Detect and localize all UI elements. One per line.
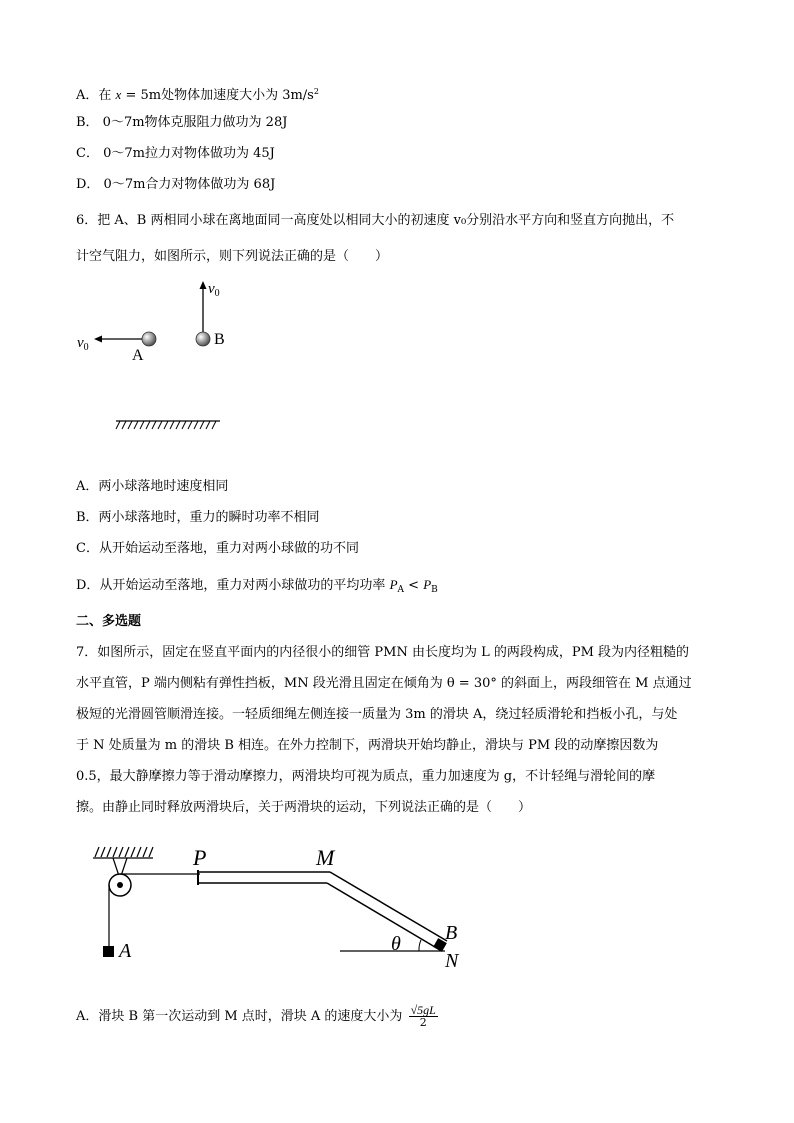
q6-ball-a xyxy=(142,332,156,346)
q7-option-a-text: A．滑块 B 第一次运动到 M 点时，滑块 A 的速度大小为 xyxy=(76,1009,407,1024)
q6-stem-line-1: 6．把 A、B 两相同小球在离地面同一高度处以相同大小的初速度 v₀分别沿水平方向和竖直方向抛出，不 xyxy=(76,213,675,228)
q5-option-a-prefix: A．在 xyxy=(76,88,116,103)
q7-stem-line-1: 7．如图所示，固定在竖直平面内的内径很小的细管 PMN 由长度均为 L 的两段构成，PM 段为内径粗糙的 xyxy=(76,645,690,660)
q7-stem-line-5: 0.5，最大静摩擦力等于滑动摩擦力，两滑块均可视为质点，重力加速度为 g，不计轻绳与滑轮间的摩 xyxy=(76,769,656,784)
q6-ball-b xyxy=(196,332,210,346)
q5-option-a-superscript: 2 xyxy=(313,87,319,96)
q7-ceiling xyxy=(93,847,153,858)
section-title-multiple-choice: 二、多选题 xyxy=(76,614,142,629)
q6-option-d-sub2: B xyxy=(431,585,438,595)
q7-block-a xyxy=(103,946,114,957)
q7-stem-line-4: 于 N 处质量为 m 的滑块 B 相连。在外力控制下，两滑块开始均静止，滑块与 PM 段的动摩擦因数为 xyxy=(76,738,659,753)
q6-option-c: C．从开始运动至落地，重力对两小球做的功不同 xyxy=(76,541,359,556)
q5-option-c: C． 0～7m拉力对物体做功为 45J xyxy=(76,146,275,161)
q7-option-a xyxy=(76,1004,438,1029)
q7-label-b: B xyxy=(445,922,458,944)
q6-label-a: A xyxy=(132,347,144,364)
q6-ground xyxy=(116,421,220,429)
q7-angle-arc xyxy=(419,940,421,951)
q6-figure xyxy=(70,275,260,440)
q6-stem-line-2: 计空气阻力，如图所示，则下列说法正确的是（ ） xyxy=(76,249,389,264)
q7-figure xyxy=(85,840,485,975)
q6-label-b: B xyxy=(214,331,225,348)
q6-option-d-p2: P xyxy=(423,577,432,592)
q7-label-n: N xyxy=(445,950,459,972)
q6-option-d-p1: P xyxy=(389,577,398,592)
q7-stem-line-6: 擦。由静止同时释放两滑块后，关于两滑块的运动，下列说法正确的是（ ） xyxy=(76,800,532,815)
q6-option-d-lt: < xyxy=(404,578,424,593)
q6-option-a: A．两小球落地时速度相同 xyxy=(76,479,229,494)
q5-option-d: D． 0～7m合力对物体做功为 68J xyxy=(76,177,276,192)
q7-tube-mn xyxy=(327,872,447,950)
q7-option-a-numerator: √5gL xyxy=(410,1003,436,1017)
q6-option-d-text: D．从开始运动至落地，重力对两小球做功的平均功率 xyxy=(76,578,390,593)
q7-option-a-fraction xyxy=(409,1004,438,1029)
q6-option-d-sub1: A xyxy=(397,585,405,595)
q5-option-b: B． 0～7m物体克服阻力做功为 28J xyxy=(76,115,288,130)
q7-option-a-denominator: 2 xyxy=(419,1016,427,1029)
q5-option-a-variable: x xyxy=(115,87,122,102)
q7-tube-pm xyxy=(198,870,330,885)
q7-label-theta: θ xyxy=(391,933,401,955)
q7-stem-line-3: 极短的光滑圆管顺滑连接。一轻质细绳左侧连接一质量为 3m 的滑块 A，绕过轻质滑轮和挡板小孔，与处 xyxy=(76,707,678,722)
q7-label-a: A xyxy=(119,940,132,962)
q6-option-d xyxy=(76,576,438,599)
q5-option-a-text: = 5m处物体加速度大小为 3m/s xyxy=(121,88,314,103)
q6-v0-left-label: $v_0$ xyxy=(77,335,89,353)
q6-option-b: B．两小球落地时，重力的瞬时功率不相同 xyxy=(76,510,320,525)
q7-stem-line-2: 水平直管，P 端内侧粘有弹性挡板，MN 段光滑且固定在倾角为 θ = 30° 的斜面上，两段细管在 M 点通过 xyxy=(76,676,692,691)
q7-label-m: M xyxy=(316,845,335,870)
q7-label-p: P xyxy=(193,845,207,870)
q6-v0-up-label: $v_0$ xyxy=(208,281,220,299)
q5-option-a xyxy=(76,83,319,105)
